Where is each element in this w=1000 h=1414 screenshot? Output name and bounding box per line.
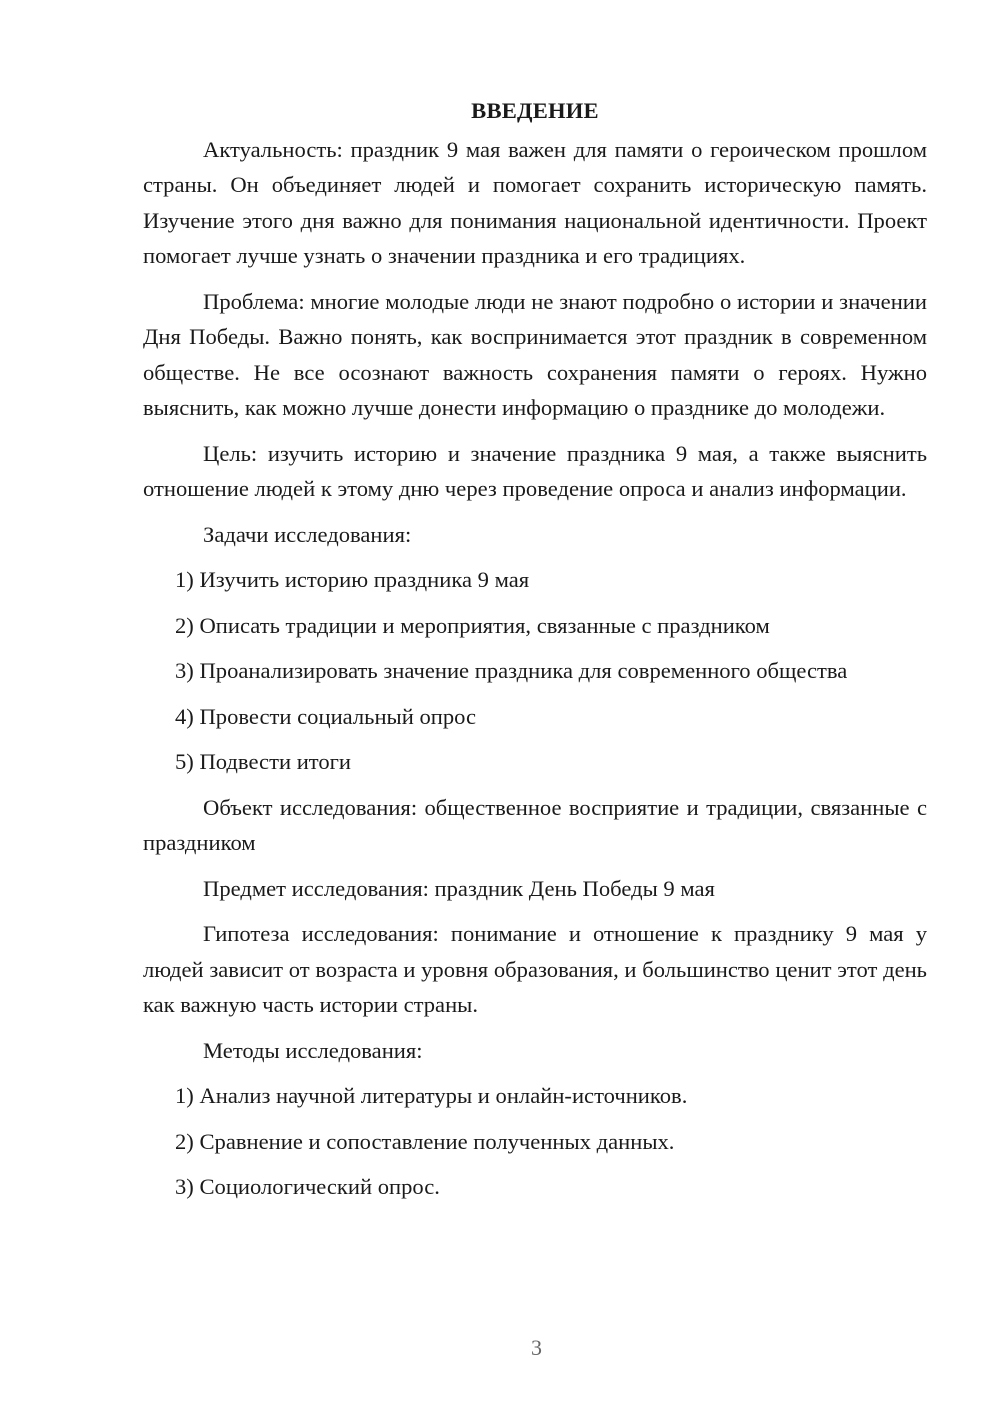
paragraph-problem: Проблема: многие молодые люди не знают подробно о истории и значении Дня Победы. Важно понять, как воспринимается этот праздник в современном обществе. Не все осознают важность сохранения памяти о героях. Нужно выяснить, как можно лучше донести информацию о празднике до молодежи. — [143, 288, 927, 420]
list-item: 3) Социологический опрос. — [175, 1174, 440, 1199]
list-item: 1) Изучить историю праздника 9 мая — [175, 567, 530, 592]
list-item: 3) Проанализировать значение праздника для современного общества — [175, 658, 848, 683]
tasks-list — [143, 562, 927, 780]
paragraph-hypothesis: Гипотеза исследования: понимание и отношение к празднику 9 мая у людей зависит от возраста и уровня образования, и большинство ценит этот день как важную часть истории страны. — [143, 921, 927, 1017]
methods-list — [143, 1078, 927, 1205]
page-number: 3 — [531, 1335, 542, 1360]
paragraph-object: Объект исследования: общественное восприятие и традиции, связанные с праздником — [143, 794, 927, 855]
paragraph-goal: Цель: изучить историю и значение праздника 9 мая, а также выяснить отношение людей к этому дню через проведение опроса и анализ информации. — [143, 440, 927, 501]
list-item: 1) Анализ научной литературы и онлайн-источников. — [175, 1083, 688, 1108]
tasks-heading: Задачи исследования: — [203, 521, 412, 547]
list-item: 2) Сравнение и сопоставление полученных данных. — [175, 1128, 675, 1154]
page-content — [143, 93, 927, 1215]
list-item: 5) Подвести итоги — [175, 749, 352, 774]
paragraph-relevance: Актуальность: праздник 9 мая важен для памяти о героическом прошлом страны. Он объединяет людей и помогает сохранить историческую память. Изучение этого дня важно для понимания национальной идентичности. Проект помогает лучше узнать о значении праздника и его традициях. — [143, 136, 927, 268]
list-item: 4) Провести социальный опрос — [175, 703, 477, 729]
page-title: ВВЕДЕНИЕ — [471, 98, 599, 123]
paragraph-subject: Предмет исследования: праздник День Победы 9 мая — [203, 875, 715, 901]
list-item: 2) Описать традиции и мероприятия, связанные с праздником — [175, 612, 770, 638]
methods-heading: Методы исследования: — [203, 1037, 423, 1063]
